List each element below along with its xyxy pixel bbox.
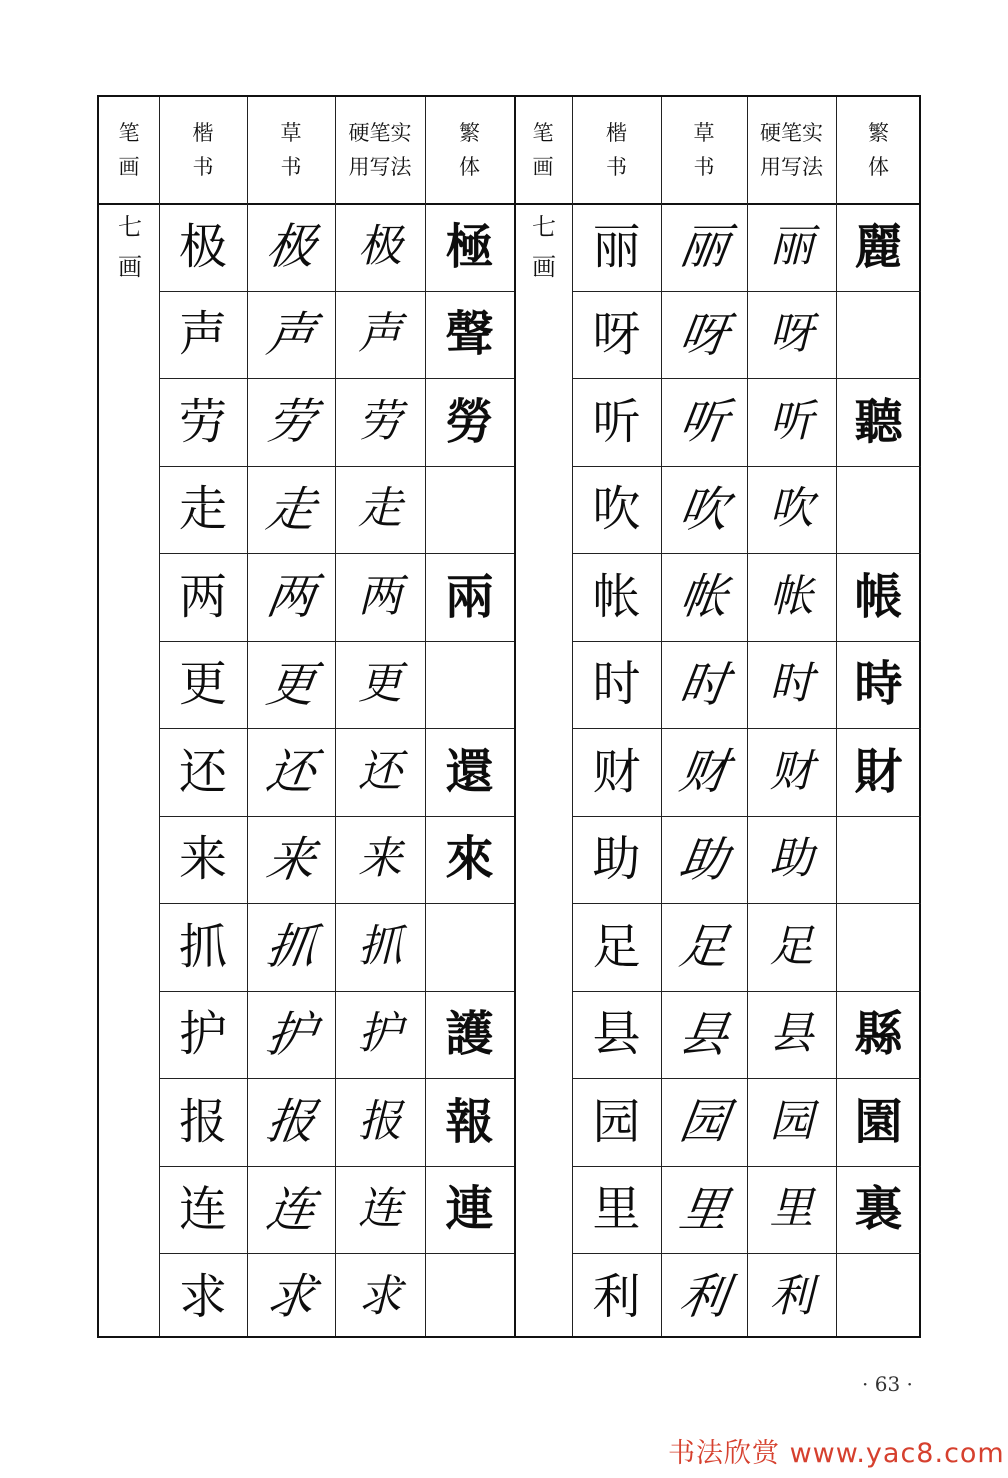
char-cell-caoshu: 走 (263, 481, 319, 538)
stroke-count-label: 七 画 (532, 213, 556, 281)
char-cell-traditional: 連 (445, 1181, 494, 1238)
char-cell-kaishu: 县 (592, 1006, 641, 1063)
char-cell-hardpen: 听 (769, 395, 814, 447)
char-cell-traditional (425, 641, 514, 729)
page-number: · 63 · (862, 1372, 913, 1396)
char-cell-traditional: 聲 (445, 306, 494, 363)
char-cell-kaishu: 护 (178, 1006, 227, 1063)
header-stroke-count: 笔 画 (532, 121, 554, 179)
char-cell-kaishu: 极 (178, 218, 227, 275)
char-cell-hardpen: 求 (358, 1270, 402, 1322)
char-cell-hardpen: 还 (358, 745, 402, 797)
char-cell-kaishu: 呀 (592, 306, 641, 363)
char-cell-kaishu: 帐 (592, 568, 641, 625)
char-cell-hardpen: 帐 (769, 570, 814, 622)
char-cell-caoshu: 园 (676, 1093, 732, 1150)
char-cell-hardpen: 极 (358, 220, 402, 272)
char-cell-caoshu: 听 (676, 393, 732, 450)
char-cell-kaishu: 丽 (592, 218, 641, 275)
char-cell-traditional (836, 291, 921, 379)
char-cell-hardpen: 县 (769, 1008, 814, 1060)
char-cell-kaishu: 求 (178, 1268, 227, 1325)
char-cell-kaishu: 来 (178, 831, 227, 888)
char-cell-kaishu: 时 (592, 656, 641, 713)
char-cell-hardpen: 护 (358, 1008, 402, 1060)
char-cell-caoshu: 时 (676, 656, 732, 713)
char-cell-hardpen: 两 (358, 570, 402, 622)
header-stroke-count: 笔 画 (118, 121, 140, 179)
char-cell-hardpen: 走 (358, 483, 402, 535)
char-cell-traditional: 護 (445, 1006, 494, 1063)
char-cell-hardpen: 更 (358, 658, 402, 710)
char-cell-caoshu: 极 (263, 218, 319, 275)
char-cell-kaishu: 声 (178, 306, 227, 363)
header-caoshu: 草 书 (280, 121, 302, 179)
char-cell-caoshu: 求 (263, 1268, 319, 1325)
char-cell-traditional: 時 (854, 656, 903, 713)
char-cell-kaishu: 助 (592, 831, 641, 888)
char-cell-kaishu: 还 (178, 743, 227, 800)
char-cell-hardpen: 足 (769, 920, 814, 972)
char-cell-hardpen: 吹 (769, 483, 814, 535)
char-cell-kaishu: 抓 (178, 918, 227, 975)
char-cell-kaishu: 利 (592, 1268, 641, 1325)
header-traditional: 繁 体 (459, 121, 480, 179)
char-cell-kaishu: 连 (178, 1181, 227, 1238)
char-cell-traditional (836, 903, 921, 991)
header-hardpen: 硬笔实 用写法 (348, 121, 412, 179)
char-cell-hardpen: 财 (769, 745, 814, 797)
char-cell-caoshu: 劳 (263, 393, 319, 450)
site-watermark: 书法欣赏 www.yac8.com (668, 1438, 1005, 1469)
char-cell-traditional (425, 466, 514, 554)
char-cell-hardpen: 助 (769, 833, 814, 885)
char-cell-caoshu: 里 (676, 1181, 732, 1238)
char-cell-caoshu: 两 (263, 568, 319, 625)
char-cell-kaishu: 更 (178, 656, 227, 713)
char-cell-caoshu: 报 (263, 1093, 319, 1150)
char-cell-traditional (836, 1253, 921, 1341)
header-kaishu: 楷 书 (192, 121, 214, 179)
char-cell-hardpen: 报 (358, 1095, 402, 1147)
char-cell-kaishu: 劳 (178, 393, 227, 450)
char-cell-hardpen: 园 (769, 1095, 814, 1147)
char-cell-traditional: 報 (445, 1093, 494, 1150)
char-cell-hardpen: 连 (358, 1183, 402, 1235)
stroke-count-label: 七 画 (118, 213, 142, 281)
char-cell-traditional: 裏 (854, 1181, 903, 1238)
char-cell-kaishu: 两 (178, 568, 227, 625)
char-cell-caoshu: 吹 (676, 481, 732, 538)
char-cell-hardpen: 丽 (769, 220, 814, 272)
char-cell-hardpen: 声 (358, 308, 402, 360)
char-cell-traditional: 還 (445, 743, 494, 800)
char-cell-caoshu: 声 (263, 306, 319, 363)
char-cell-traditional (836, 816, 921, 904)
char-cell-caoshu: 助 (676, 831, 732, 888)
char-cell-kaishu: 报 (178, 1093, 227, 1150)
char-cell-hardpen: 劳 (358, 395, 402, 447)
char-cell-hardpen: 利 (769, 1270, 814, 1322)
char-cell-caoshu: 护 (263, 1006, 319, 1063)
char-cell-traditional: 帳 (854, 568, 903, 625)
char-cell-traditional: 財 (854, 743, 903, 800)
char-cell-kaishu: 吹 (592, 481, 641, 538)
char-cell-traditional: 極 (445, 218, 494, 275)
char-cell-caoshu: 还 (263, 743, 319, 800)
char-cell-caoshu: 呀 (676, 306, 732, 363)
header-kaishu: 楷 书 (606, 121, 627, 179)
char-cell-traditional (425, 1253, 514, 1341)
char-cell-traditional: 勞 (445, 393, 494, 450)
char-cell-caoshu: 更 (263, 656, 319, 713)
char-cell-traditional: 麗 (854, 218, 903, 275)
char-cell-caoshu: 丽 (676, 218, 732, 275)
char-cell-kaishu: 里 (592, 1181, 641, 1238)
char-cell-hardpen: 时 (769, 658, 814, 710)
char-cell-hardpen: 抓 (358, 920, 402, 972)
char-cell-caoshu: 足 (676, 918, 732, 975)
char-cell-traditional: 園 (854, 1093, 903, 1150)
header-traditional: 繁 体 (868, 121, 889, 179)
char-cell-traditional: 聽 (854, 393, 903, 450)
char-cell-caoshu: 帐 (676, 568, 732, 625)
char-cell-kaishu: 足 (592, 918, 641, 975)
char-cell-caoshu: 抓 (263, 918, 319, 975)
char-cell-kaishu: 听 (592, 393, 641, 450)
char-cell-caoshu: 县 (676, 1006, 732, 1063)
header-hardpen: 硬笔实 用写法 (760, 121, 823, 179)
char-cell-hardpen: 来 (358, 833, 402, 885)
char-cell-caoshu: 连 (263, 1181, 319, 1238)
char-cell-caoshu: 财 (676, 743, 732, 800)
char-cell-traditional: 縣 (854, 1006, 903, 1063)
char-cell-traditional: 兩 (445, 568, 494, 625)
header-caoshu: 草 书 (693, 121, 715, 179)
char-cell-hardpen: 里 (769, 1183, 814, 1235)
char-cell-traditional (425, 903, 514, 991)
char-cell-caoshu: 利 (676, 1268, 732, 1325)
calligraphy-table (97, 95, 921, 1338)
char-cell-kaishu: 财 (592, 743, 641, 800)
char-cell-kaishu: 走 (178, 481, 227, 538)
char-cell-hardpen: 呀 (769, 308, 814, 360)
char-cell-caoshu: 来 (263, 831, 319, 888)
char-cell-traditional (836, 466, 921, 554)
char-cell-kaishu: 园 (592, 1093, 641, 1150)
char-cell-traditional: 來 (445, 831, 494, 888)
